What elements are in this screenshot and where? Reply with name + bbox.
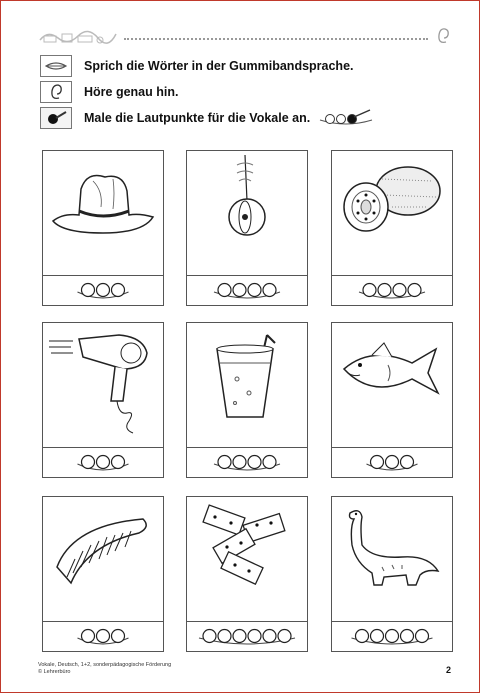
dinosaur-picture	[332, 497, 452, 622]
vowel-dot-slots[interactable]	[43, 447, 163, 477]
vowel-dot-slots[interactable]	[187, 275, 307, 305]
vowel-dot[interactable]	[408, 284, 421, 297]
ear-icon	[436, 26, 450, 46]
example-dots-icon	[318, 108, 374, 128]
vowel-dot[interactable]	[218, 456, 231, 469]
vowel-dots-svg	[332, 275, 452, 305]
vowel-dot[interactable]	[356, 630, 369, 643]
instruction-text: Sprich die Wörter in der Gummibandsprache.	[84, 59, 354, 73]
hat-picture	[43, 151, 163, 276]
vowel-dot[interactable]	[416, 630, 429, 643]
vowel-dot[interactable]	[112, 630, 125, 643]
vowel-dots-svg	[332, 447, 452, 477]
ear-icon	[40, 81, 72, 103]
vowel-dot[interactable]	[97, 630, 110, 643]
vowel-dot[interactable]	[82, 630, 95, 643]
header-dotted-rule	[124, 38, 428, 40]
vowel-dots-svg	[43, 447, 163, 477]
vowel-dot-slots[interactable]	[332, 621, 452, 651]
kiwi-picture	[332, 151, 452, 276]
instruction-text: Male die Lautpunkte für die Vokale an.	[84, 111, 311, 125]
yoyo-picture	[187, 151, 307, 276]
footer-line: Vokale, Deutsch, 1+2, sonderpädagogische Förderung	[38, 662, 172, 668]
vowel-dot[interactable]	[263, 630, 276, 643]
vowel-dot[interactable]	[393, 284, 406, 297]
vowel-dot[interactable]	[363, 284, 376, 297]
vowel-dot[interactable]	[233, 284, 246, 297]
vowel-dot-slots[interactable]	[187, 621, 307, 651]
vowel-dot[interactable]	[233, 456, 246, 469]
instruction-row-2	[40, 80, 460, 104]
vowel-dot[interactable]	[401, 630, 414, 643]
vowel-dot[interactable]	[112, 284, 125, 297]
vowel-dot-slots[interactable]	[332, 447, 452, 477]
hair-dryer-picture	[43, 323, 163, 448]
pencil-icon	[40, 107, 72, 129]
vowel-dot[interactable]	[82, 456, 95, 469]
page-number: 2	[446, 665, 452, 675]
vowel-dot[interactable]	[97, 456, 110, 469]
footer-credits	[38, 662, 171, 676]
header-vignette	[38, 26, 118, 46]
vowel-dots-svg	[187, 621, 307, 651]
picture-card-hair-dryer	[42, 322, 164, 478]
vowel-dot[interactable]	[371, 630, 384, 643]
vowel-dots-svg	[43, 275, 163, 305]
picture-card-yoyo	[186, 150, 308, 306]
footer-line: © Lehrerbüro	[38, 669, 71, 675]
mouth-icon	[40, 55, 72, 77]
comb-picture	[43, 497, 163, 622]
vowel-dot[interactable]	[233, 630, 246, 643]
vowel-dot[interactable]	[263, 284, 276, 297]
vowel-dot-slots[interactable]	[187, 447, 307, 477]
vowel-dot[interactable]	[401, 456, 414, 469]
glass-picture	[187, 323, 307, 448]
vowel-dot[interactable]	[97, 284, 110, 297]
vowel-dot[interactable]	[203, 630, 216, 643]
vowel-dots-svg	[43, 621, 163, 651]
vowel-dot[interactable]	[263, 456, 276, 469]
vowel-dot[interactable]	[218, 284, 231, 297]
vowel-dot[interactable]	[278, 630, 291, 643]
vowel-dot[interactable]	[386, 456, 399, 469]
vowel-dot[interactable]	[371, 456, 384, 469]
vowel-dot-slots[interactable]	[332, 275, 452, 305]
vowel-dot[interactable]	[248, 284, 261, 297]
vowel-dot-slots[interactable]	[43, 621, 163, 651]
vowel-dot-slots[interactable]	[43, 275, 163, 305]
picture-card-kiwi	[331, 150, 453, 306]
instruction-text: Höre genau hin.	[84, 85, 179, 99]
instruction-row-1	[40, 54, 460, 78]
vowel-dot[interactable]	[248, 630, 261, 643]
instruction-row-3	[40, 106, 460, 130]
picture-card-fish	[331, 322, 453, 478]
vowel-dots-svg	[187, 447, 307, 477]
picture-card-dominoes	[186, 496, 308, 652]
picture-card-comb	[42, 496, 164, 652]
vowel-dots-svg	[332, 621, 452, 651]
vowel-dot[interactable]	[82, 284, 95, 297]
vowel-dots-svg	[187, 275, 307, 305]
vowel-dot[interactable]	[218, 630, 231, 643]
picture-card-dinosaur	[331, 496, 453, 652]
picture-card-hat	[42, 150, 164, 306]
vowel-dot[interactable]	[112, 456, 125, 469]
vowel-dot[interactable]	[386, 630, 399, 643]
dominoes-picture	[187, 497, 307, 622]
vowel-dot[interactable]	[378, 284, 391, 297]
vowel-dot[interactable]	[248, 456, 261, 469]
fish-picture	[332, 323, 452, 448]
picture-card-glass-with-straw	[186, 322, 308, 478]
